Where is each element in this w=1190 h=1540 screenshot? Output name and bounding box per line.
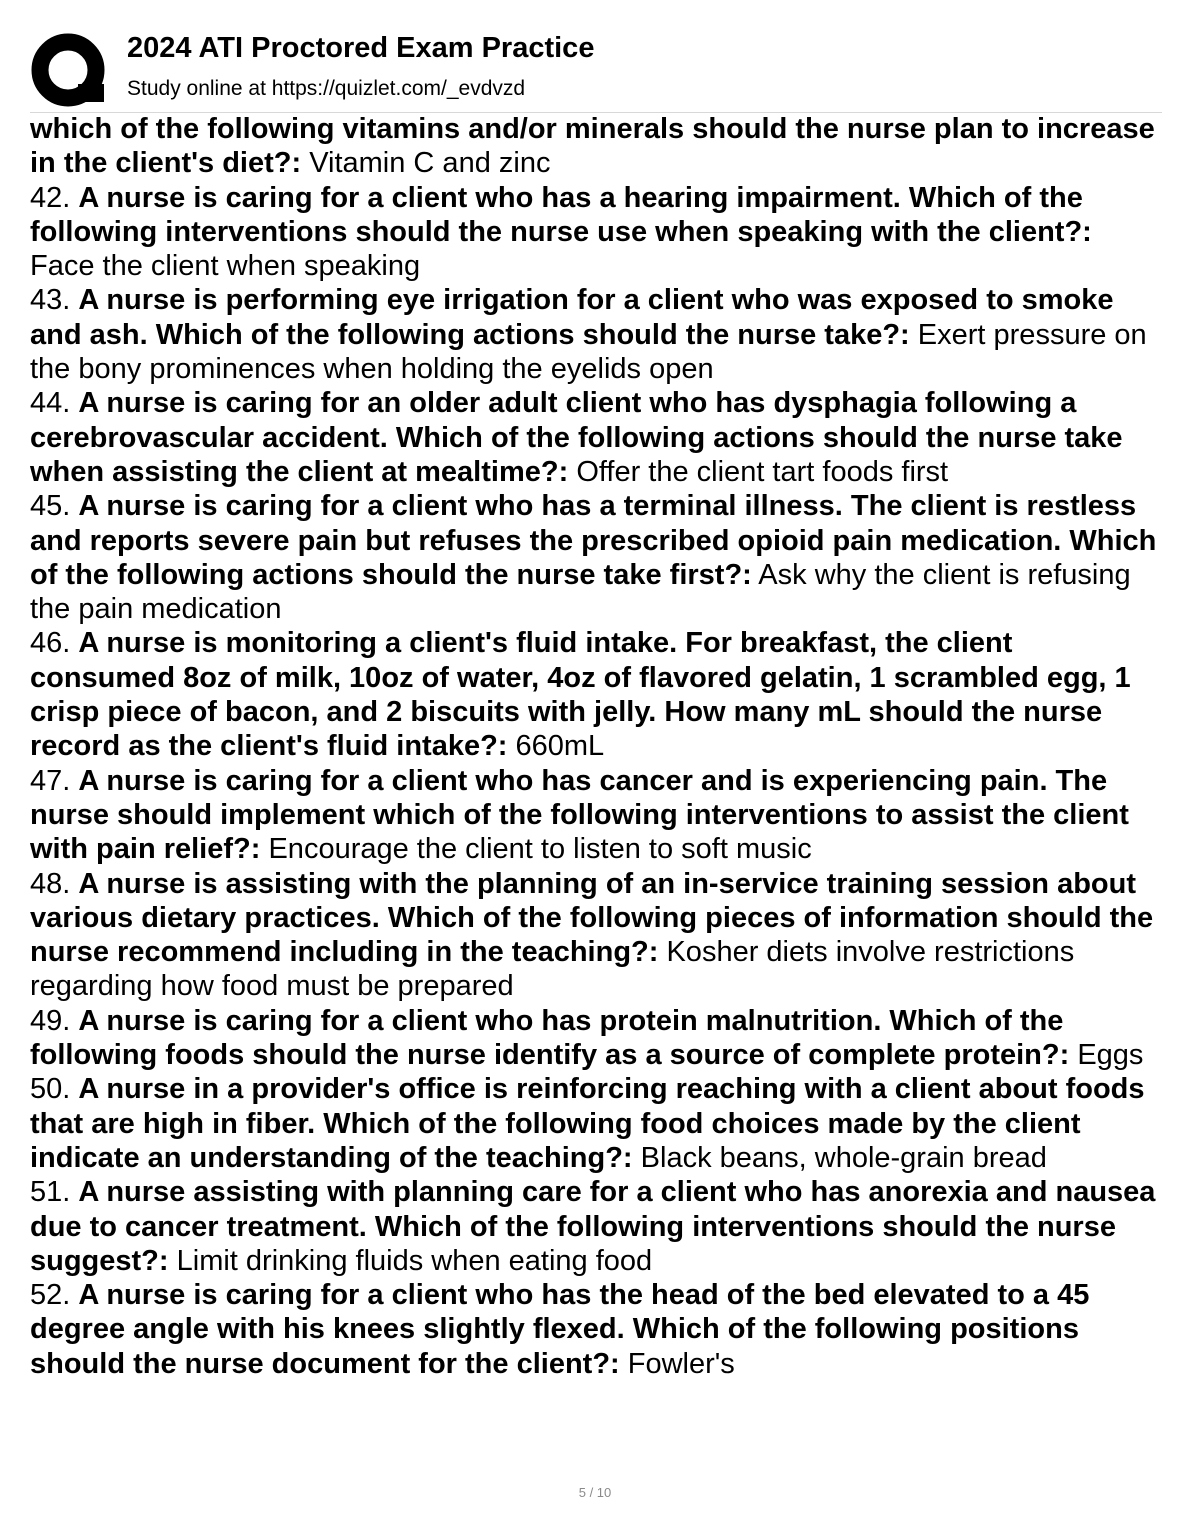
qa-entry <box>30 1072 1164 1175</box>
question-text: A nurse is caring for an older adult client who has dysphagia following a cerebrovascular accident. Which of the following actions should the nurse take when assisting the client at mealtime?: <box>30 387 1123 488</box>
question-number: 42. <box>30 181 71 214</box>
question-text: A nurse is caring for a client who has protein malnutrition. Which of the following foods should the nurse identify as a source of complete protein?: <box>30 1004 1070 1072</box>
answer-text: Exert pressure on the bony prominences when holding the eyelids open <box>30 318 1147 386</box>
answer-text: Encourage the client to listen to soft music <box>268 833 812 866</box>
qa-entry <box>30 386 1164 489</box>
answer-text: Kosher diets involve restrictions regarding how food must be prepared <box>30 936 1075 1003</box>
qa-entry <box>30 626 1164 763</box>
page-number: 5 / 10 <box>578 1485 612 1500</box>
question-text: A nurse is caring for a client who has a hearing impairment. Which of the following interventions should the nurse use when speaking with the client?: <box>30 181 1092 248</box>
question-number: 43. <box>30 284 71 317</box>
question-text: A nurse in a provider's office is reinforcing reaching with a client about foods that are high in fiber. Which of the following food choices made by the client indicate an understanding of the teaching?: <box>30 1073 1145 1174</box>
question-text: which of the following vitamins and/or minerals should the nurse plan to increase in the client's diet?: <box>30 113 1155 180</box>
qa-entry <box>30 1278 1164 1381</box>
answer-text: Ask why the client is refusing the pain medication <box>30 558 1131 626</box>
answer-text: Fowler's <box>627 1347 735 1380</box>
qa-entry <box>30 867 1164 1004</box>
qa-entry <box>30 764 1164 867</box>
study-link-text: Study online at https://quizlet.com/_evdvzd <box>127 77 526 100</box>
question-number: 51. <box>30 1176 71 1209</box>
question-number: 44. <box>30 387 71 420</box>
answer-text: Face the client when speaking <box>30 250 421 283</box>
answer-text: Vitamin C and zinc <box>309 147 551 180</box>
question-number: 47. <box>30 764 71 797</box>
page-header <box>30 28 1162 113</box>
question-number: 46. <box>30 627 71 660</box>
question-text: A nurse is caring for a client who has a terminal illness. The client is restless and reports severe pain but refuses the prescribed opioid pain medication. Which of the following actions should the nurse take first?: <box>30 490 1157 591</box>
qa-entry <box>30 1175 1164 1278</box>
qa-entry <box>30 1004 1164 1073</box>
quizlet-q-logo-icon <box>30 32 110 112</box>
document-title: 2024 ATI Proctored Exam Practice <box>127 32 595 64</box>
qa-entry <box>30 283 1164 386</box>
question-text: A nurse is performing eye irrigation for a client who was exposed to smoke and ash. Which of the following actions should the nurse take?: <box>30 284 1114 351</box>
question-number: 52. <box>30 1279 71 1312</box>
answer-text: Eggs <box>1077 1039 1144 1072</box>
question-number: 45. <box>30 490 71 523</box>
question-number: 49. <box>30 1004 71 1037</box>
question-text: A nurse is caring for a client who has the head of the bed elevated to a 45 degree angle with his knees slightly flexed. Which of the following positions should the nurse document for the client?: <box>30 1279 1090 1380</box>
question-number: 50. <box>30 1073 71 1106</box>
qa-list <box>30 112 1164 1381</box>
question-number: 48. <box>30 867 71 900</box>
qa-entry <box>30 181 1164 284</box>
answer-text: Offer the client tart foods first <box>576 455 949 488</box>
qa-entry <box>30 489 1164 626</box>
question-text: A nurse assisting with planning care for a client who has anorexia and nausea due to cancer treatment. Which of the following interventions should the nurse suggest?: <box>30 1176 1156 1277</box>
question-text: A nurse is assisting with the planning of an in-service training session about various dietary practices. Which of the following pieces of information should the nurse recommend including in the teaching?: <box>30 867 1154 969</box>
answer-text: Limit drinking fluids when eating food <box>176 1244 653 1277</box>
question-text: A nurse is caring for a client who has cancer and is experiencing pain. The nurse should implement which of the following interventions to assist the client with pain relief?: <box>30 764 1129 866</box>
answer-text: Black beans, whole-grain bread <box>640 1141 1047 1174</box>
answer-text: 660mL <box>515 730 605 763</box>
qa-entry <box>30 112 1164 181</box>
question-text: A nurse is monitoring a client's fluid intake. For breakfast, the client consumed 8oz of milk, 10oz of water, 4oz of flavored gelatin, 1 scrambled egg, 1 crisp piece of bacon, and 2 biscuits with jelly. How many mL should the nurse record as the client's fluid intake?: <box>30 627 1131 763</box>
